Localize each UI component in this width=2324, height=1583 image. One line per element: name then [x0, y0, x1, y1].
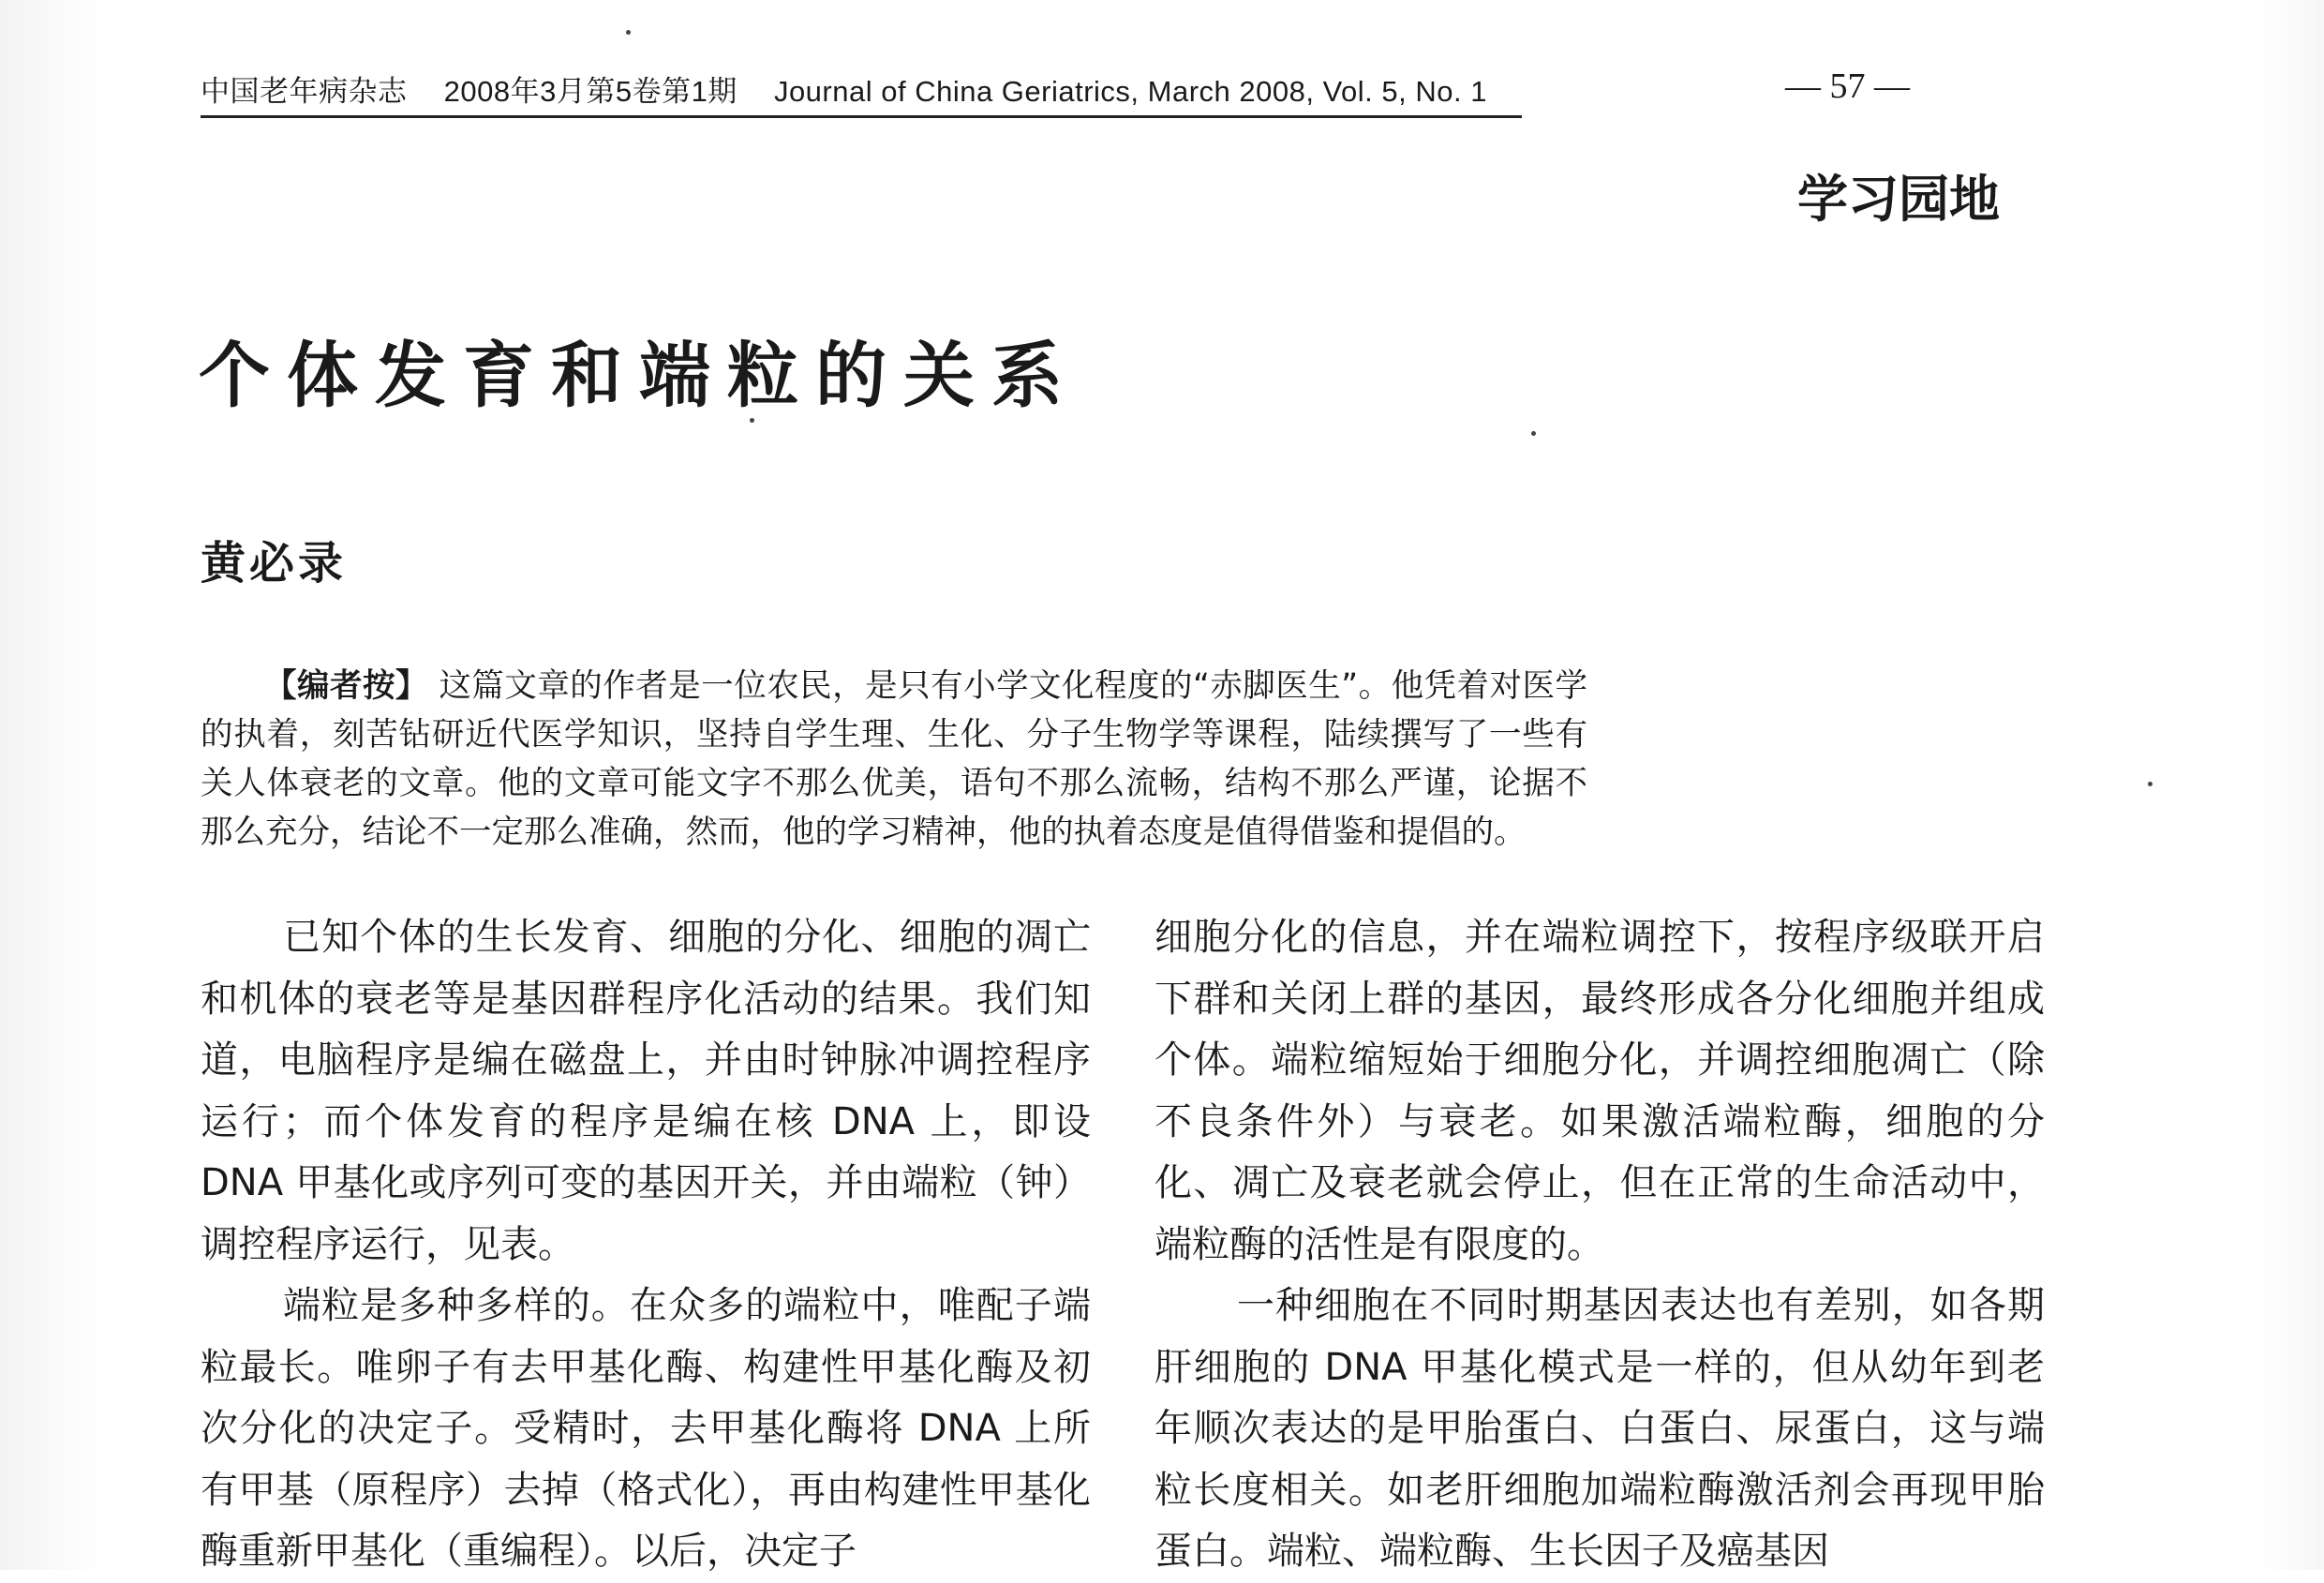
journal-name-cn: 中国老年病杂志 — [201, 75, 408, 108]
body-paragraph: 一种细胞在不同时期基因表达也有差别，如各期肝细胞的 DNA 甲基化模式是一样的，但从幼年到老年顺次表达的是甲胎蛋白、白蛋白、尿蛋白，这与端粒长度相关。如老肝细胞加端粒酶激活剂会再现甲胎蛋白。端粒、端粒酶、生长因子及癌基因 — [1155, 1284, 2045, 1573]
body-paragraph: 端粒是多种多样的。在众多的端粒中，唯配子端粒最长。唯卵子有去甲基化酶、构建性甲基化酶及初次分化的决定子。受精时，去甲基化酶将 DNA 上所有甲基（原程序）去掉（格式化），再由构建性甲基化酶重新甲基化（重编程）。以后，决定子 — [201, 1284, 1091, 1573]
editor-note-label: 【编者按】 — [264, 667, 428, 705]
section-label: 学习园地 — [1797, 170, 2000, 229]
body-column-left — [201, 907, 1091, 1583]
journal-info-en: Journal of China Geriatrics, March 2008, Vol. 5, No. 1 — [773, 75, 1487, 108]
author-name: 黄必录 — [201, 537, 348, 590]
issue-info-cn: 2008年3月第5卷第1期 — [443, 75, 737, 108]
page-number: — 57 — — [1785, 67, 1910, 106]
body-paragraph: 已知个体的生长发育、细胞的分化、细胞的凋亡和机体的衰老等是基因群程序化活动的结果。我们知道，电脑程序是编在磁盘上，并由时钟脉冲调控程序运行；而个体发育的程序是编在核 DNA 上，即设 DNA 甲基化或序列可变的基因开关，并由端粒（钟）调控程序运行，见表。 — [201, 916, 1091, 1266]
editor-note — [201, 662, 1587, 857]
scan-shadow-right — [2258, 0, 2324, 1570]
body-paragraph: 细胞分化的信息，并在端粒调控下，按程序级联开启下群和关闭上群的基因，最终形成各分化细胞并组成个体。端粒缩短始于细胞分化，并调控细胞凋亡（除不良条件外）与衰老。如果激活端粒酶，细胞的分化、凋亡及衰老就会停止，但在正常的生命活动中，端粒酶的活性是有限度的。 — [1155, 916, 2045, 1266]
article-title: 个体发育和端粒的关系 — [199, 334, 1080, 417]
scan-speck — [2148, 782, 2153, 786]
body-column-right — [1155, 907, 2045, 1583]
scan-shadow-left — [0, 0, 103, 1570]
scan-speck — [750, 418, 754, 423]
scan-speck — [1531, 431, 1536, 436]
scan-speck — [626, 30, 631, 35]
running-header — [201, 67, 1522, 118]
editor-note-text: 这篇文章的作者是一位农民，是只有小学文化程度的“赤脚医生”。他凭着对医学的执着，刻苦钻研近代医学知识，坚持自学生理、生化、分子生物学等课程，陆续撰写了一些有关人体衰老的文章。他的文章可能文字不那么优美，语句不那么流畅，结构不那么严谨，论据不那么充分，结论不一定那么准确，然而，他的学习精神，他的执着态度是值得借鉴和提倡的。 — [201, 667, 1588, 851]
